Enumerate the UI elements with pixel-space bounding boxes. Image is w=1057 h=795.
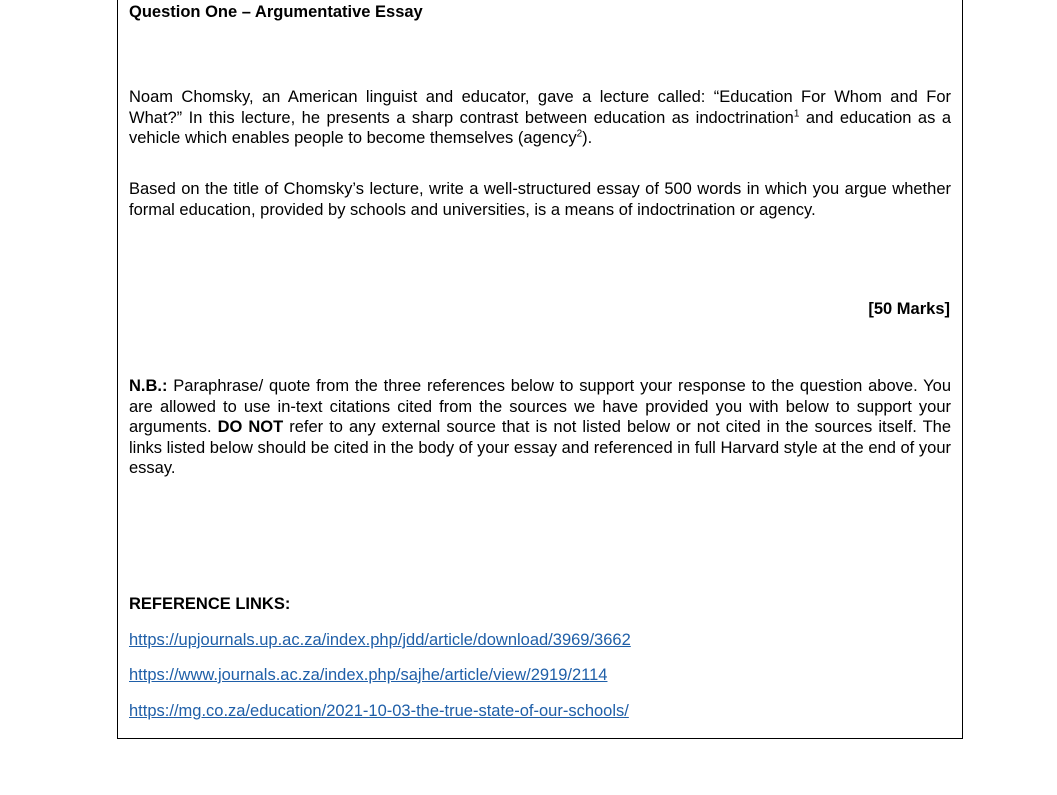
intro-text-1: Noam Chomsky, an American linguist and educator, gave a lecture called: “Education For Whom and For What?” In this lecture, he presents a sharp contrast between education as indoctrination: [129, 88, 951, 127]
intro-text-2: and education as a vehicle which enables people to become themselves (agency: [129, 108, 951, 147]
footnote-marker-2: 2: [576, 128, 583, 140]
footnote-marker-1: 1: [793, 108, 800, 119]
nb-do-not: DO NOT: [217, 418, 284, 436]
nb-label: N.B.:: [129, 377, 168, 395]
nb-paragraph: [129, 376, 951, 479]
question-box: [117, 0, 963, 739]
references-heading: REFERENCE LINKS:: [129, 595, 291, 613]
reference-link-2[interactable]: https://www.journals.ac.za/index.php/sajhe/article/view/2919/2114: [129, 666, 608, 684]
intro-text-3: ).: [582, 129, 593, 147]
intro-paragraph: [129, 87, 951, 149]
marks-label: [50 Marks]: [868, 300, 950, 318]
nb-text-2: refer to any external source that is not listed below or not cited in the sources itself. The links listed below should be cited in the body of your essay and referenced in full Harvard style at the end of your essay.: [129, 418, 951, 477]
nb-text-1: Paraphrase/ quote from the three references below to support your response to the question above. You are allowed to use in-text citations cited from the sources we have provided you with below to support your arguments.: [129, 377, 951, 436]
reference-link-3[interactable]: https://mg.co.za/education/2021-10-03-the-true-state-of-our-schools/: [129, 702, 629, 720]
question-title: Question One – Argumentative Essay: [129, 3, 423, 21]
task-paragraph: Based on the title of Chomsky’s lecture, write a well-structured essay of 500 words in which you argue whether formal education, provided by schools and universities, is a means of indoctrination or agency.: [129, 180, 951, 219]
reference-link-1[interactable]: https://upjournals.up.ac.za/index.php/jdd/article/download/3969/3662: [129, 631, 631, 649]
